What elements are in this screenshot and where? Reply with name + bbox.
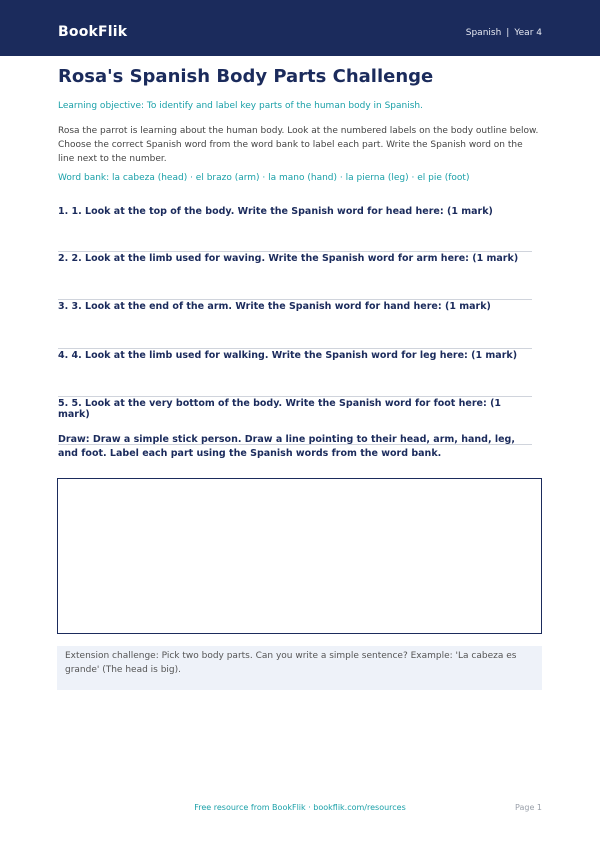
page-number: Page 1 [515,803,542,812]
extension-challenge: Extension challenge: Pick two body parts. Can you write a simple sentence? Example: 'La cabeza es grande' (The head is big). [57,646,542,690]
answer-line-3[interactable] [58,348,532,349]
brand-logo[interactable]: BookFlik [58,24,128,40]
subject-label: Spanish [465,28,502,38]
question-1: 1. 1. Look at the top of the body. Write the Spanish word for head here: (1 mark) [58,206,493,217]
year-label: Year 4 [514,28,542,38]
subject-separator: | [506,28,510,38]
page-title: Rosa's Spanish Body Parts Challenge [58,66,434,87]
draw-prompt: Draw: Draw a simple stick person. Draw a line pointing to their head, arm, hand, leg, and foot. Label each part using the Spanish words from the word bank. [58,434,515,459]
question-2: 2. 2. Look at the limb used for waving. Write the Spanish word for arm here: (1 mark) [58,253,519,264]
question-3: 3. 3. Look at the end of the arm. Write the Spanish word for hand here: (1 mark) [58,301,491,312]
intro-text: Rosa the parrot is learning about the human body. Look at the numbered labels on the body outline below. Choose the correct Spanish word from the word bank to label each part. Write the Spanish word on the line next to the number. [58,126,539,164]
subject-year-label [466,28,542,38]
answer-line-4[interactable] [58,396,532,397]
question-5: 5. 5. Look at the very bottom of the body. Write the Spanish word for foot here: (1 mark) [58,398,502,420]
footer-link[interactable]: Free resource from BookFlik · bookflik.com/resources [194,803,406,812]
drawing-area[interactable] [57,478,542,634]
header-bar [0,0,600,56]
answer-line-2[interactable] [58,299,532,300]
answer-line-1[interactable] [58,251,532,252]
word-bank: Word bank: la cabeza (head) · el brazo (arm) · la mano (hand) · la pierna (leg) · el pie (foot) [58,173,470,183]
learning-objective: Learning objective: To identify and label key parts of the human body in Spanish. [58,101,423,111]
question-4: 4. 4. Look at the limb used for walking. Write the Spanish word for leg here: (1 mark) [58,350,518,361]
